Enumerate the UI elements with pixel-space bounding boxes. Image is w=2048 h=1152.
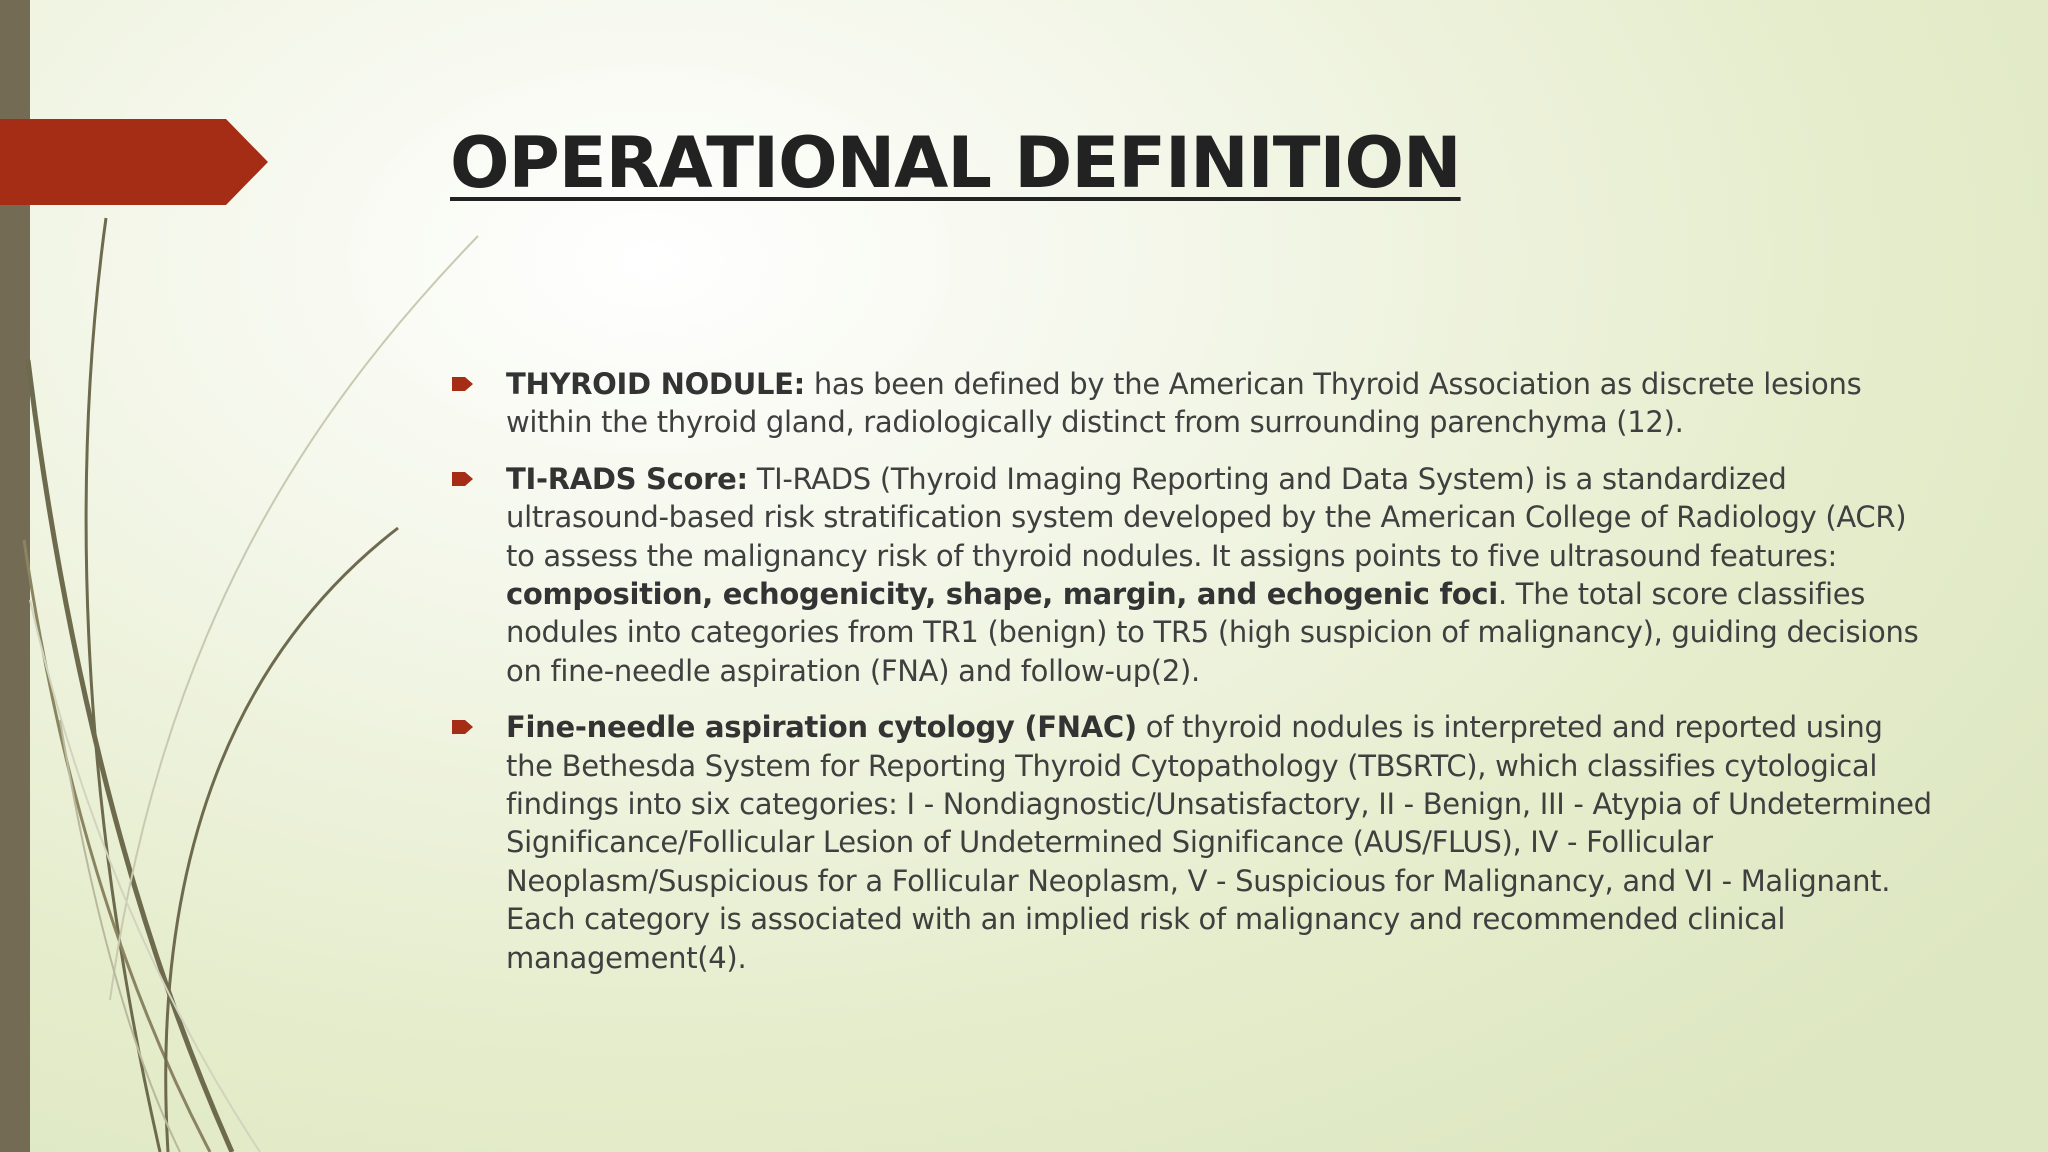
bullet-term: TI-RADS Score:: [506, 461, 748, 496]
arrow-bullet-icon: [452, 718, 474, 736]
bullet-fnac: [452, 708, 1932, 977]
bullet-tirads-score: [452, 460, 1932, 690]
title-accent-tab: [0, 119, 268, 205]
bullet-text-continued: . The total score classifies nodules into categories from TR1 (benign) to TR5 (high suspicion of malignancy), guiding decisions on fine-needle aspiration (FNA) and follow-up(2).: [506, 577, 1919, 688]
slide-title: OPERATIONAL DEFINITION: [450, 122, 1461, 204]
bullet-term: Fine-needle aspiration cytology (FNAC): [506, 710, 1137, 745]
bullet-term: THYROID NODULE:: [506, 367, 805, 401]
bullet-text: of thyroid nodules is interpreted and reported using the Bethesda System for Reporting Thyroid Cytopathology (TBSRTC), which classifies cytological findings into six categories: I - Nondiagnostic/Unsatisfactory, II - Benign, III - Atypia of Undetermined Significance/Follicular Lesion of Undetermined Significance (AUS/FLUS), IV - Follicular Neoplasm/Suspicious for a Follicular Neoplasm, V - Suspicious for Malignancy, and VI - Malignant. Each category is associated with an implied risk of malignancy and recommended clinical management(4).: [506, 710, 1932, 975]
bullet-emphasis: composition, echogenicity, shape, margin, and echogenic foci: [506, 577, 1498, 612]
bullet-thyroid-nodule: [452, 365, 1932, 442]
bullet-text: has been defined by the American Thyroid Association as discrete lesions within the thyroid gland, radiologically distinct from surrounding parenchyma (12).: [506, 367, 1862, 440]
bullet-list: [452, 365, 1932, 995]
bullet-text: TI-RADS (Thyroid Imaging Reporting and Data System) is a standardized ultrasound-based risk stratification system developed by the American College of Radiology (ACR) to assess the malignancy risk of thyroid nodules. It assigns points to five ultrasound features:: [506, 461, 1907, 573]
arrow-bullet-icon: [452, 470, 474, 488]
arrow-bullet-icon: [452, 375, 474, 393]
